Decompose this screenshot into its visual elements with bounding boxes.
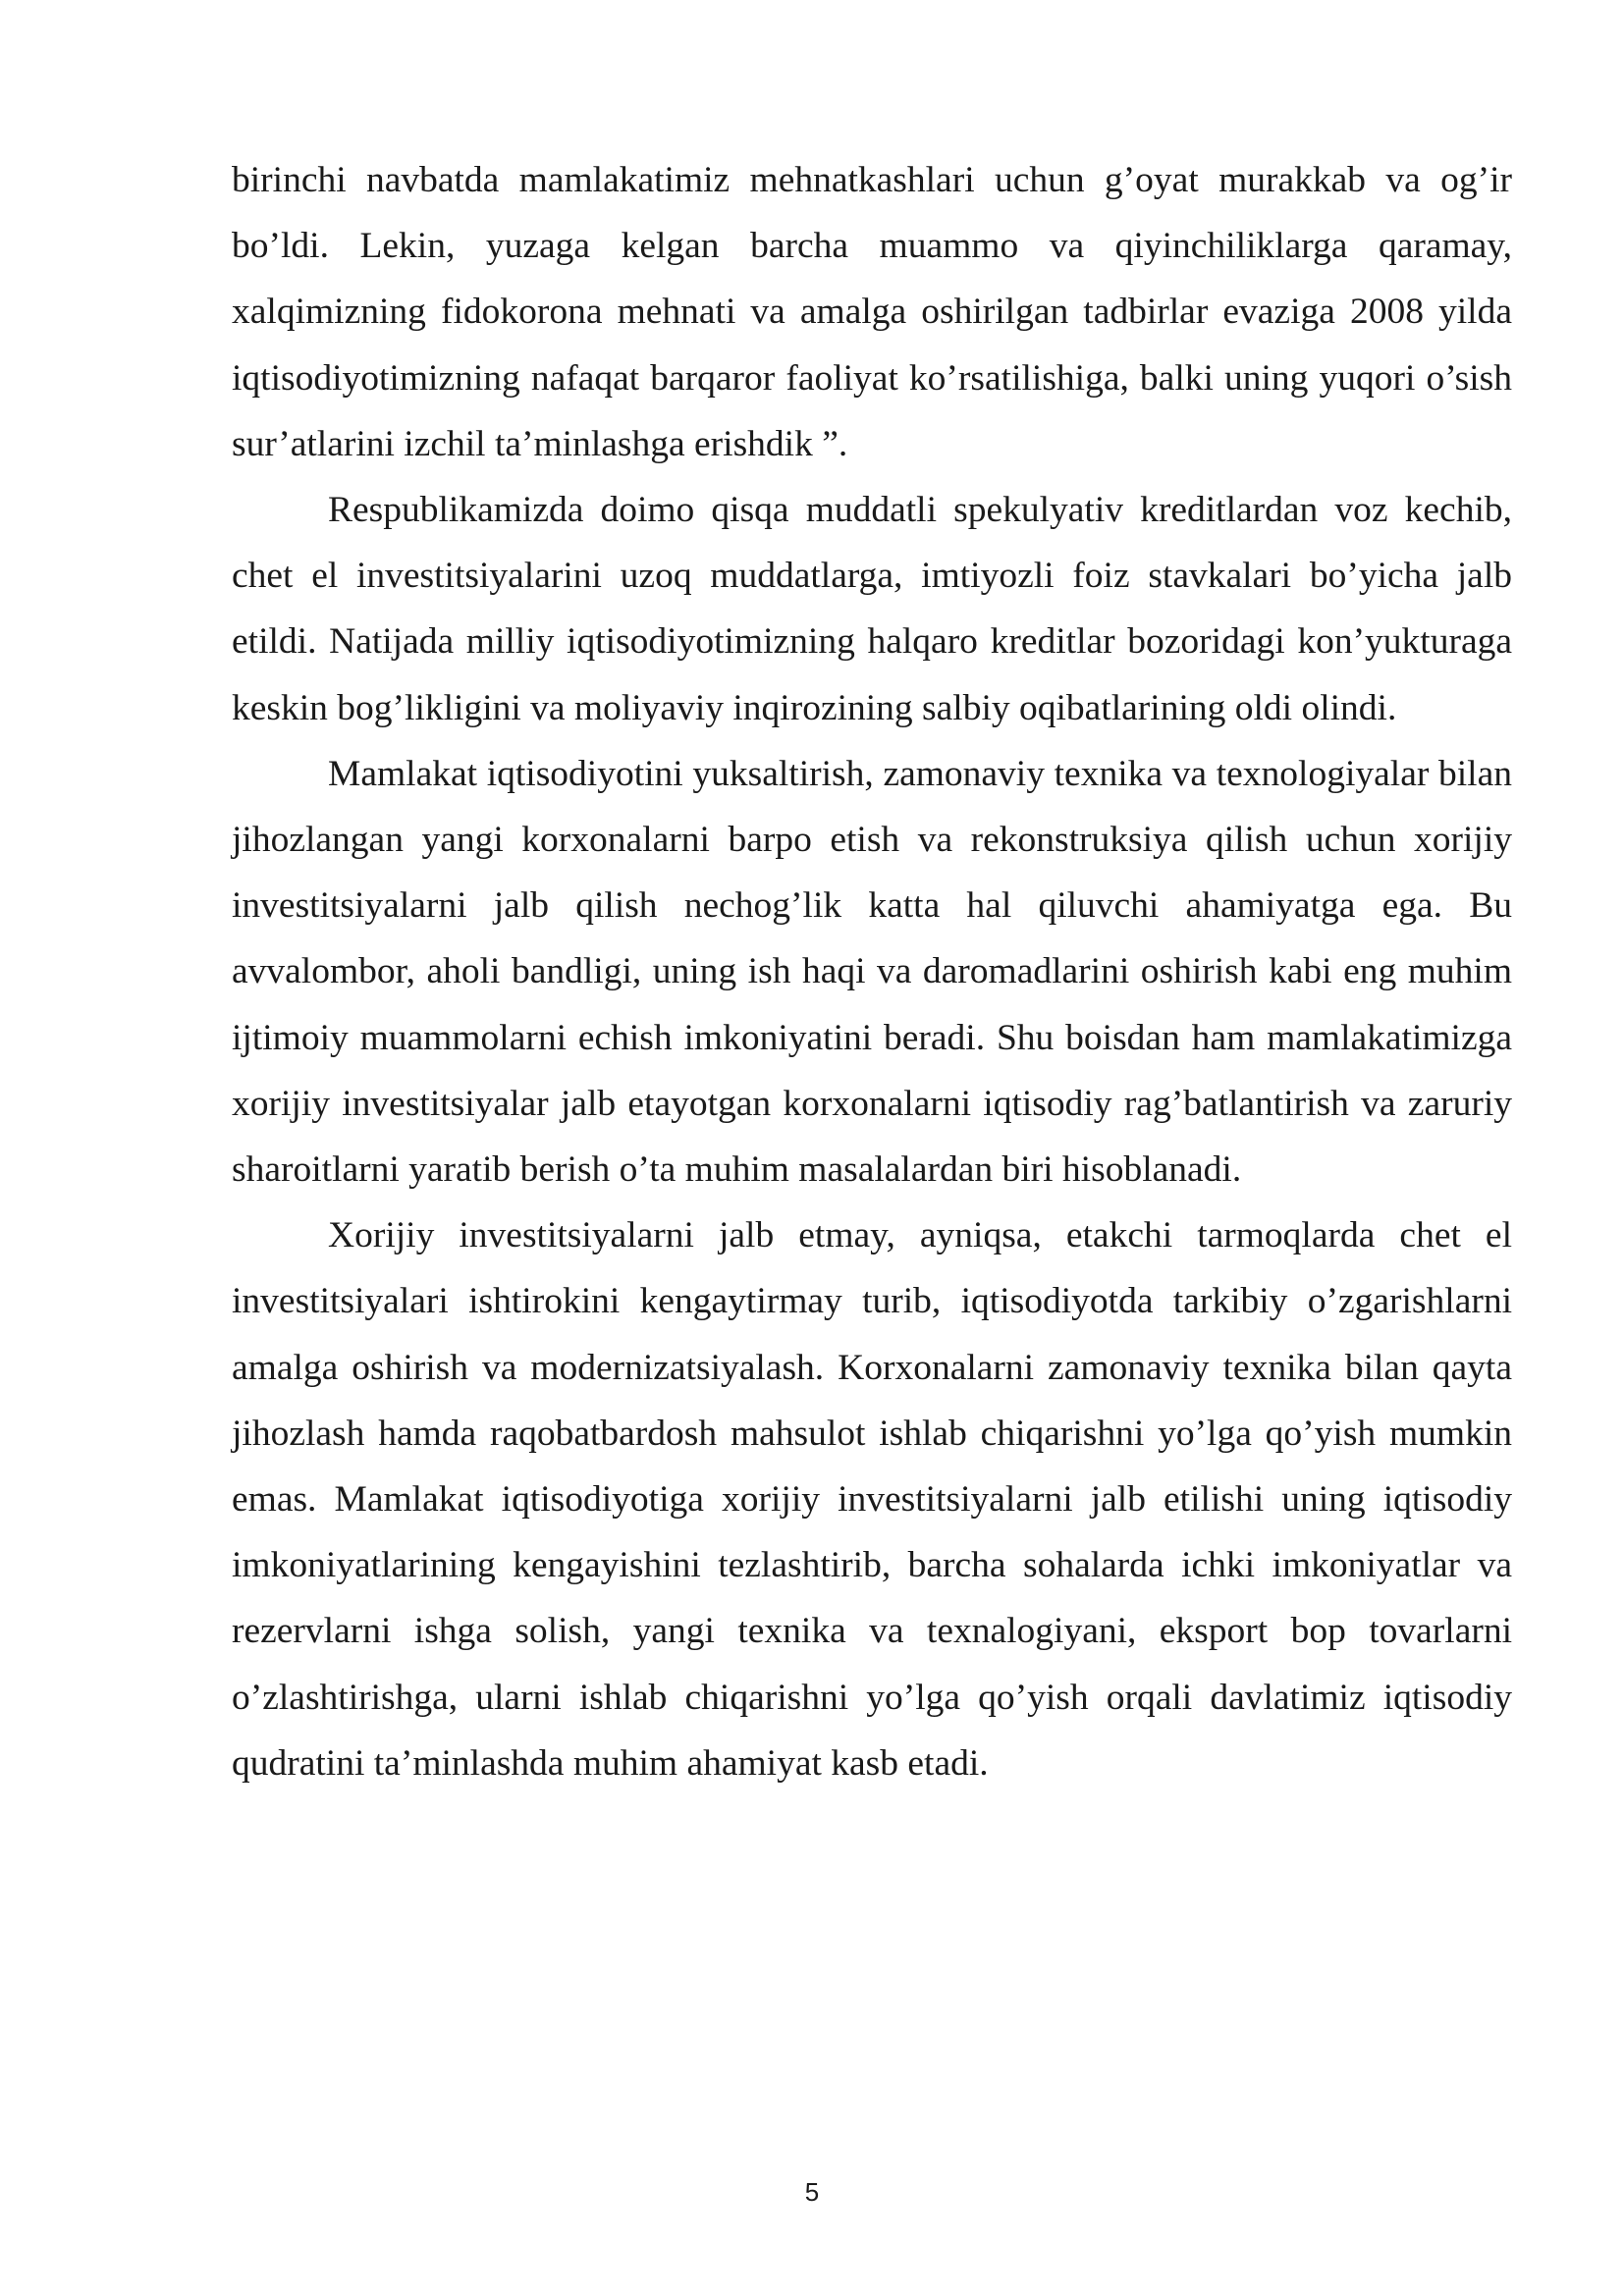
- page-number: 5: [804, 2177, 820, 2207]
- body-text: [232, 147, 1512, 1796]
- paragraph-modernization: Xorijiy investitsiyalarni jalb etmay, ayniqsa, etakchi tarmoqlarda chet el investitsiyalari ishtirokini kengaytirmay turib, iqtisodiyotda tarkibiy o’zgarishlarni amalga oshirish va modernizatsiyalash. Korxonalarni zamonaviy texnika bilan qayta jihozlash hamda raqobatbardosh mahsulot ishlab chiqarishni yo’lga qo’yish mumkin emas. Mamlakat iqtisodiyotiga xorijiy investitsiyalarni jalb etilishi uning iqtisodiy imkoniyatlarining kengayishini tezlashtirib, barcha sohalarda ichki imkoniyatlar va rezervlarni ishga solish, yangi texnika va texnalogiyani, eksport bop tovarlarni o’zlashtirishga, ularni ishlab chiqarishni yo’lga qo’yish orqali davlatimiz iqtisodiy qudratini ta’minlashda muhim ahamiyat kasb etadi.: [232, 1215, 1512, 1784]
- paragraph-credits: Respublikamizda doimo qisqa muddatli spekulyativ kreditlardan voz kechib, chet el investitsiyalarini uzoq muddatlarga, imtiyozli foiz stavkalari bo’yicha jalb etildi. Natijada milliy iqtisodiyotimizning halqaro kreditlar bozoridagi kon’yukturaga keskin bog’likligini va moliyaviy inqirozining salbiy oqibatlarining oldi olindi.: [232, 490, 1512, 728]
- paragraph-continuation: birinchi navbatda mamlakatimiz mehnatkashlari uchun g’oyat murakkab va og’ir bo’ldi. Lekin, yuzaga kelgan barcha muammo va qiyinchiliklarga qaramay, xalqimizning fidokorona mehnati va amalga oshirilgan tadbirlar evaziga 2008 yilda iqtisodiyotimizning nafaqat barqaror faoliyat ko’rsatilishiga, balki uning yuqori o’sish sur’atlarini izchil ta’minlashga erishdik ”.: [232, 160, 1512, 464]
- paragraph-investments: Mamlakat iqtisodiyotini yuksaltirish, zamonaviy texnika va texnologiyalar bilan jihozlangan yangi korxonalarni barpo etish va rekonstruksiya qilish uchun xorijiy investitsiyalarni jalb qilish nechog’lik katta hal qiluvchi ahamiyatga ega. Bu avvalombor, aholi bandligi, uning ish haqi va daromadlarini oshirish kabi eng muhim ijtimoiy muammolarni echish imkoniyatini beradi. Shu boisdan ham mamlakatimizga xorijiy investitsiyalar jalb etayotgan korxonalarni iqtisodiy rag’batlantirish va zaruriy sharoitlarni yaratib berish o’ta muhim masalalardan biri hisoblanadi.: [232, 753, 1512, 1191]
